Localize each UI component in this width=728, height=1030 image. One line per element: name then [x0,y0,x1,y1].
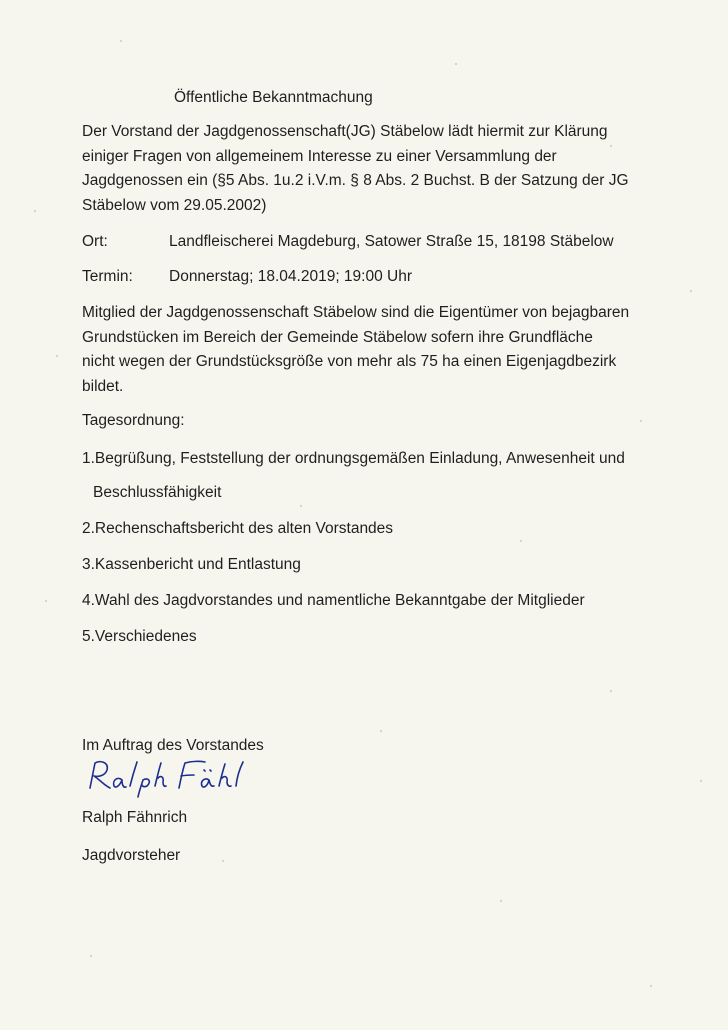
intro-line-4: Stäbelow vom 29.05.2002) [82,196,267,214]
agenda-item-3: 3.Kassenbericht und Entlastung [82,556,301,573]
signatory-role: Jagdvorsteher [82,847,181,864]
agenda-item-2: 2.Rechenschaftsbericht des alten Vorstandes [82,520,394,537]
membership-line-3: nicht wegen der Grundstücksgröße von mehr als 75 ha einen Eigenjagdbezirk [82,353,617,370]
agenda-item-4: 4.Wahl des Jagdvorstandes und namentliche Bekanntgabe der Mitglieder [82,592,585,609]
agenda-item-5: 5.Verschiedenes [82,628,197,645]
date-label: Termin: [82,268,133,285]
location-label: Ort: [82,233,108,250]
intro-line-2: einiger Fragen von allgemeinem Interesse zu einer Versammlung der [82,147,557,165]
intro-line-1: Der Vorstand der Jagdgenossenschaft(JG) Stäbelow lädt hiermit zur Klärung [82,123,608,140]
intro-line-3: Jagdgenossen ein (§5 Abs. 1u.2 i.V.m. § 8 Abs. 2 Buchst. B der Satzung der JG [82,172,629,189]
agenda-heading: Tagesordnung: [82,412,185,429]
agenda-item-1-continuation: Beschlussfähigkeit [93,484,222,501]
date-value: Donnerstag; 18.04.2019; 19:00 Uhr [169,268,413,285]
membership-line-1: Mitglied der Jagdgenossenschaft Stäbelow sind die Eigentümer von bejagbaren [82,304,630,321]
notice-title: Öffentliche Bekanntmachung [174,89,373,106]
signatory-name: Ralph Fähnrich [82,809,188,826]
membership-line-4: bildet. [82,377,124,395]
agenda-item-1: 1.Begrüßung, Feststellung der ordnungsgemäßen Einladung, Anwesenheit und [82,450,625,467]
membership-line-2: Grundstücken im Bereich der Gemeinde Stäbelow sofern ihre Grundfläche [82,328,593,346]
handwritten-signature [84,758,264,798]
closing-line: Im Auftrag des Vorstandes [82,737,264,754]
location-value: Landfleischerei Magdeburg, Satower Straße 15, 18198 Stäbelow [169,233,614,250]
